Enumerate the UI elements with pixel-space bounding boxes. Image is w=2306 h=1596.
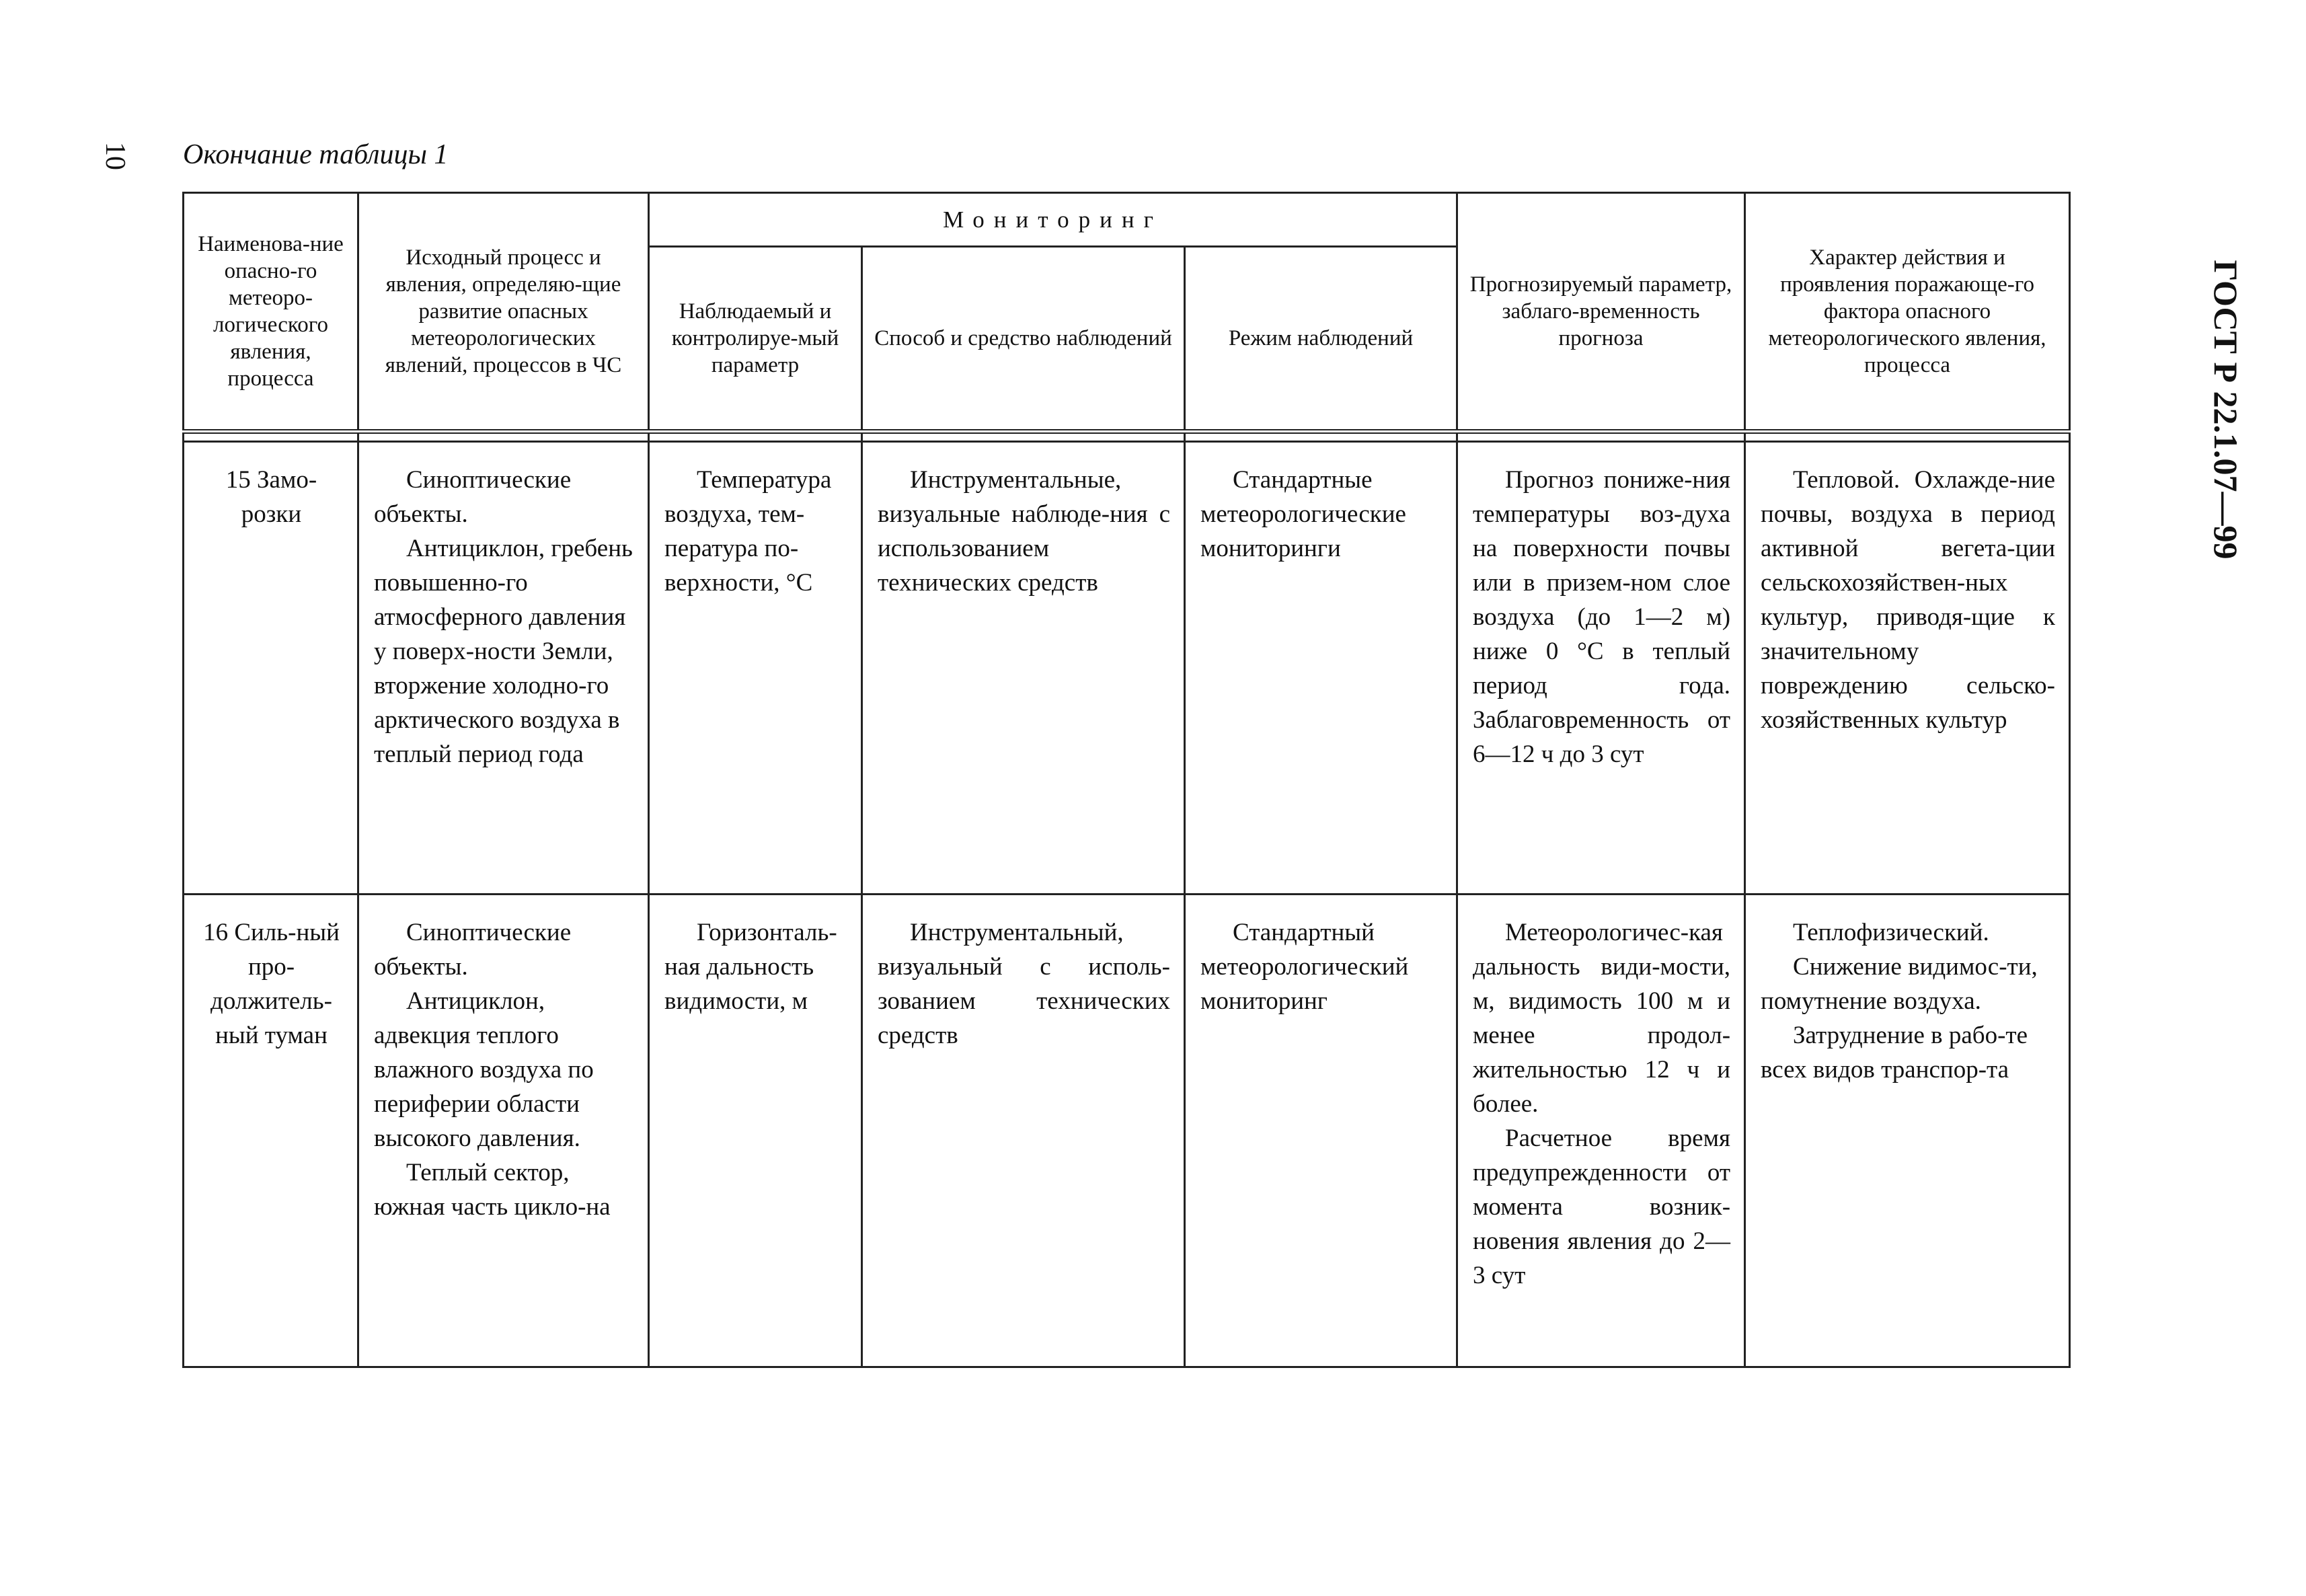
row-character: Теплофизический. Снижение видимос-ти, помутнение воздуха. Затруднение в рабо-те всех видов транспор-та — [1745, 895, 2070, 1367]
header-monitoring: Мониторинг — [649, 193, 1457, 247]
table-row — [184, 442, 2070, 895]
row-observed: Температура воздуха, тем-пература по-верхности, °С — [649, 442, 862, 895]
row-mode: Стандартный метеорологический мониторинг — [1185, 895, 1457, 1367]
row-source: Синоптические объекты. Антициклон, гребень повышенно-го атмосферного давления у поверх-ности Земли, вторжение холодно-го арктического воздуха в теплый период года — [358, 442, 649, 895]
row-character: Тепловой. Охлажде-ние почвы, воздуха в период активной вегета-ции сельскохозяйствен-ных культур, приводя-щие к значительному повреждению сельско-хозяйственных культур — [1745, 442, 2070, 895]
row-name: 16 Силь-ный про-должитель-ный туман — [184, 895, 358, 1367]
table-caption: Окончание таблицы 1 — [183, 139, 449, 170]
header-mode: Режим наблюдений — [1185, 247, 1457, 432]
row-observed: Горизонталь-ная дальность видимости, м — [649, 895, 862, 1367]
header-source: Исходный процесс и явления, определяю-щие развитие опасных метеорологических явлений, процессов в ЧС — [358, 193, 649, 432]
row-forecast: Метеорологичес-кая дальность види-мости, м, видимость 100 м и менее продол-жительностью 12 ч и более. Расчетное время предупрежденности от момента возник-новения явления до 2—3 сут — [1457, 895, 1745, 1367]
row-method: Инструментальные, визуальные наблюде-ния с использованием технических средств — [862, 442, 1185, 895]
row-forecast: Прогноз пониже-ния температуры воз-духа на поверхности почвы или в призем-ном слое воздуха (до 1—2 м) ниже 0 °С в теплый период года. Заблаговременность от 6—12 ч до 3 сут — [1457, 442, 1745, 895]
header-method: Способ и средство наблюдений — [862, 247, 1185, 432]
page-number: 10 — [100, 142, 130, 170]
header-name: Наименова-ние опасно-го метеоро-логического явления, процесса — [184, 193, 358, 432]
row-name: 15 Замо-розки — [184, 442, 358, 895]
header-observed: Наблюдаемый и контролируе-мый параметр — [649, 247, 862, 432]
row-source: Синоптические объекты. Антициклон, адвекция теплого влажного воздуха по периферии области высокого давления. Теплый сектор, южная часть цикло-на — [358, 895, 649, 1367]
header-forecast: Прогнозируемый параметр, заблаго-временность прогноза — [1457, 193, 1745, 432]
standard-code: ГОСТ Р 22.1.07—99 — [2207, 260, 2245, 560]
main-table — [182, 192, 2071, 1368]
header-character: Характер действия и проявления поражающе-го фактора опасного метеорологического явления, процесса — [1745, 193, 2070, 432]
table-row — [184, 895, 2070, 1367]
row-mode: Стандартные метеорологические мониторинги — [1185, 442, 1457, 895]
header-separator — [184, 432, 2070, 442]
row-method: Инструментальный, визуальный с исполь-зованием технических средств — [862, 895, 1185, 1367]
